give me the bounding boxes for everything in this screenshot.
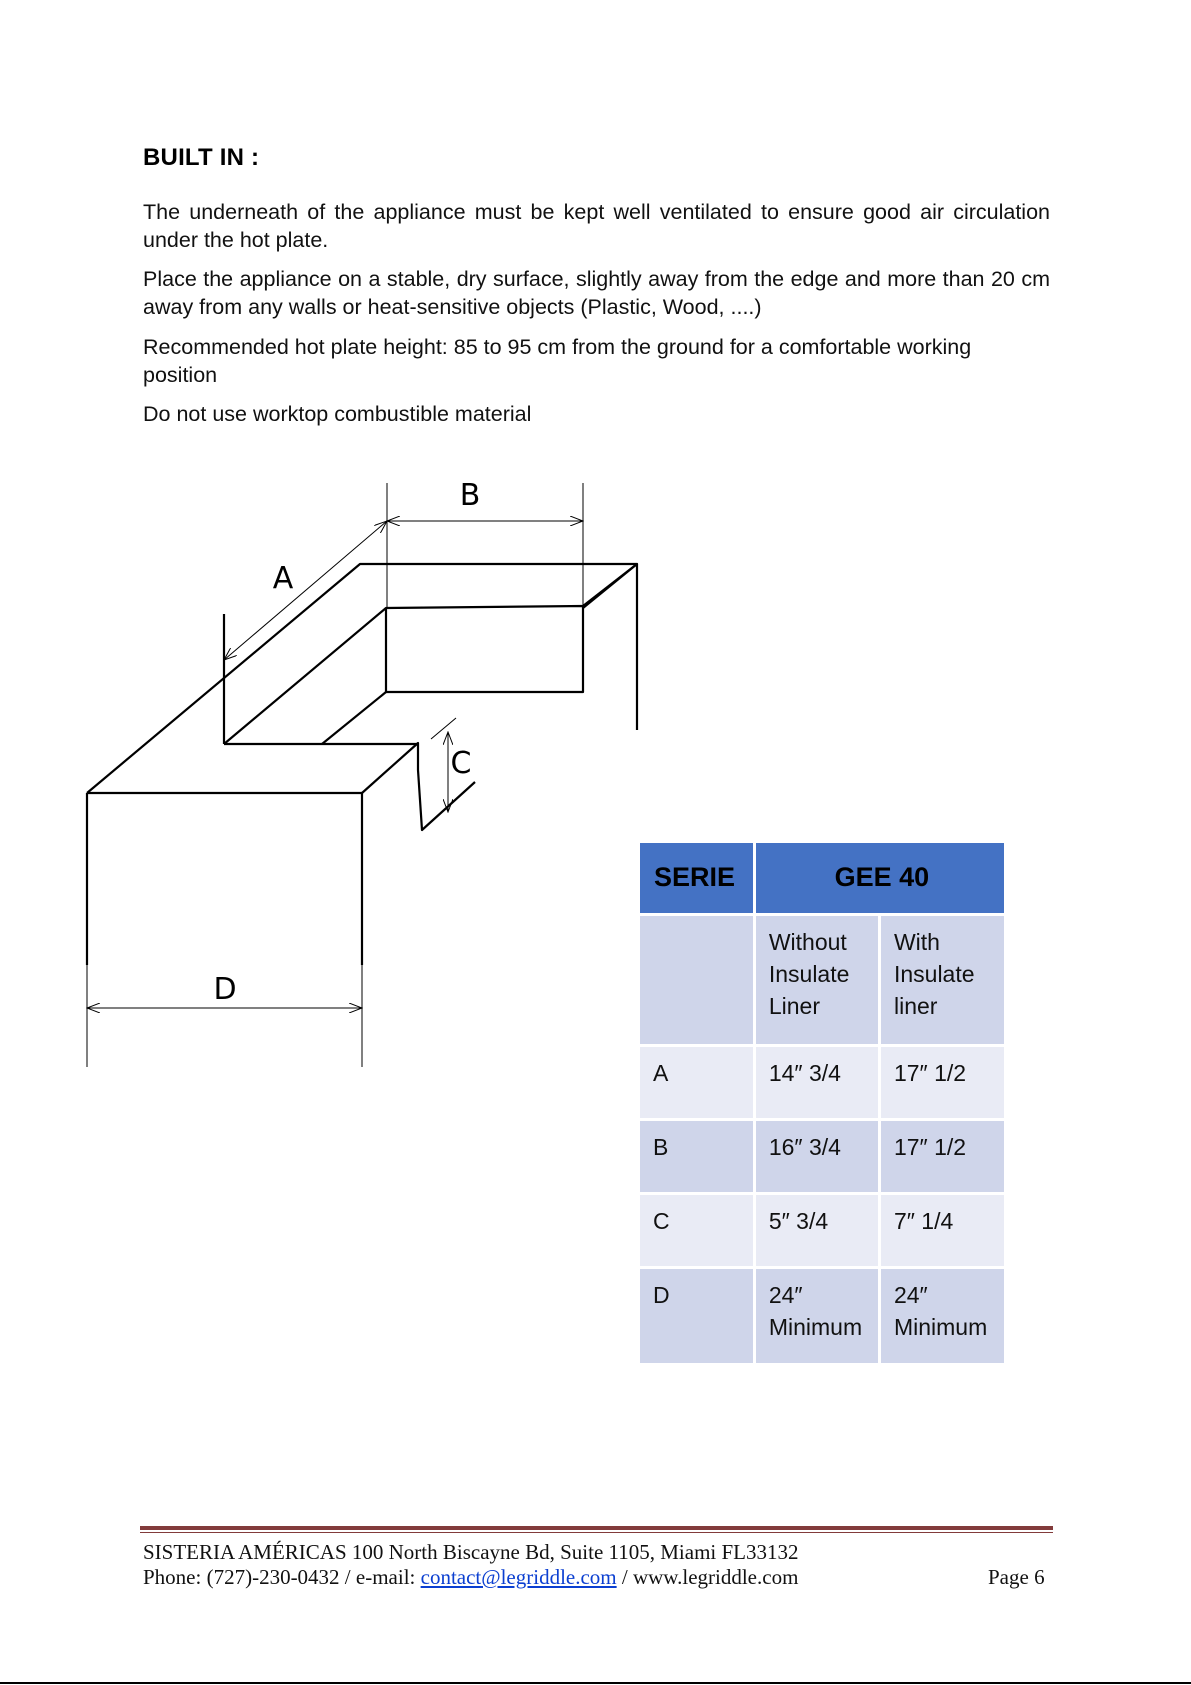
row-without-value: 16″ 3/4 bbox=[754, 1120, 879, 1194]
row-with-value: 7″ 1/4 bbox=[879, 1194, 1005, 1268]
page-number: Page 6 bbox=[988, 1565, 1045, 1589]
table-row bbox=[639, 1194, 1006, 1268]
paragraph-placement: Place the appliance on a stable, dry surface, slightly away from the edge and more than 20 cm away from any walls or heat-sensitive objects (Plastic, Wood, ....) bbox=[143, 267, 1050, 319]
row-with-value: 24″ Minimum bbox=[879, 1268, 1005, 1365]
row-dimension: A bbox=[639, 1046, 755, 1120]
row-with-value: 17″ 1/2 bbox=[879, 1046, 1005, 1120]
table-subheader-row bbox=[639, 915, 1006, 1046]
label-b: B bbox=[459, 478, 481, 513]
built-in-diagram bbox=[0, 470, 680, 1070]
section-heading: BUILT IN : bbox=[143, 144, 260, 171]
footer-contact bbox=[143, 1565, 798, 1590]
dimensions-table bbox=[637, 840, 1007, 1366]
footer-email-link[interactable]: contact@legriddle.com bbox=[420, 1565, 617, 1589]
label-a: A bbox=[272, 561, 294, 596]
subheader-blank bbox=[639, 915, 755, 1046]
table-row bbox=[639, 1120, 1006, 1194]
row-with-value: 17″ 1/2 bbox=[879, 1120, 1005, 1194]
row-dimension: C bbox=[639, 1194, 755, 1268]
dimension-lines bbox=[87, 483, 583, 1067]
paragraph-material: Do not use worktop combustible material bbox=[143, 402, 532, 426]
row-dimension: D bbox=[639, 1268, 755, 1365]
row-without-value: 24″ Minimum bbox=[754, 1268, 879, 1365]
label-d: D bbox=[213, 972, 237, 1007]
footer-rule bbox=[140, 1526, 1053, 1530]
footer-address: SISTERIA AMÉRICAS 100 North Biscayne Bd, Suite 1105, Miami FL33132 bbox=[143, 1540, 799, 1564]
footer-phone: Phone: (727)-230-0432 / e-mail: bbox=[143, 1565, 421, 1589]
row-without-value: 14″ 3/4 bbox=[754, 1046, 879, 1120]
footer-website: / www.legriddle.com bbox=[616, 1565, 799, 1589]
subheader-with-liner: With Insulate liner bbox=[879, 915, 1005, 1046]
page-bottom-border bbox=[0, 1682, 1191, 1684]
paragraph-height: Recommended hot plate height: 85 to 95 cm from the ground for a comfortable working position bbox=[143, 335, 972, 387]
paragraph-ventilation: The underneath of the appliance must be kept well ventilated to ensure good air circulation under the hot plate. bbox=[143, 200, 1050, 252]
row-dimension: B bbox=[639, 1120, 755, 1194]
table-row bbox=[639, 1268, 1006, 1365]
header-model: GEE 40 bbox=[754, 842, 1005, 915]
label-c: C bbox=[450, 746, 472, 781]
subheader-without-liner: Without Insulate Liner bbox=[754, 915, 879, 1046]
table-header-row bbox=[639, 842, 1006, 915]
header-serie: SERIE bbox=[639, 842, 755, 915]
row-without-value: 5″ 3/4 bbox=[754, 1194, 879, 1268]
table-row bbox=[639, 1046, 1006, 1120]
worktop-outline bbox=[87, 564, 637, 965]
footer-rule-thin bbox=[140, 1532, 1053, 1533]
